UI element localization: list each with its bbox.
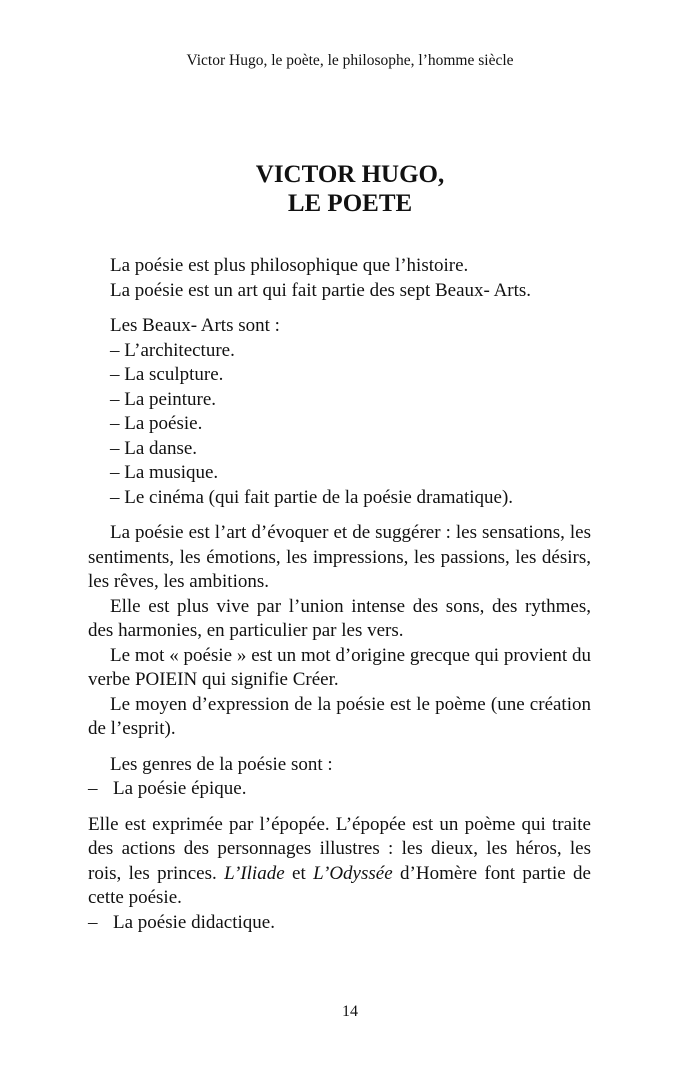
title-odyssee: L’Odyssée [313, 862, 393, 884]
epopee-text-2: et [284, 862, 314, 884]
dash-marker: – [88, 778, 98, 799]
title-iliade: L’Iliade [224, 862, 285, 884]
genre-epique-label: La poésie épique. [113, 778, 247, 799]
list-item: – La danse. [110, 437, 198, 459]
list-item: – La peinture. [110, 388, 217, 410]
genres-heading: Les genres de la poésie sont : [110, 753, 333, 775]
paragraph-art-evoquer: La poésie est l’art d’évoquer et de suggérer : les sensations, les sentiments, les émotions, les impressions, les passions, les désirs, les rêves, les ambitions. [88, 522, 591, 592]
paragraph-origine: Le mot « poésie » est un mot d’origine grecque qui provient du verbe POIEIN qui signifie Créer. [88, 644, 591, 690]
epopee-text-3: d’Homère font partie de cette poésie. [88, 862, 591, 908]
list-item: – L’architecture. [110, 339, 235, 361]
running-header: Victor Hugo, le poète, le philosophe, l’homme siècle [186, 52, 514, 69]
genre-didactique-label: La poésie didactique. [113, 911, 275, 933]
list-item: – La poésie. [110, 413, 203, 434]
paragraph-plus-vive: Elle est plus vive par l’union intense des sons, des rythmes, des harmonies, en particulier par les vers. [88, 595, 591, 641]
chapter-title-line-2: LE POETE [287, 190, 413, 217]
list-item: – La sculpture. [110, 364, 224, 385]
page-number: 14 [342, 1003, 358, 1020]
beaux-arts-heading: Les Beaux- Arts sont : [110, 315, 280, 336]
genre-didactique [88, 911, 591, 936]
dash-marker: – [88, 911, 98, 933]
chapter-title-line-1: VICTOR HUGO, [255, 161, 445, 188]
intro-line-2: La poésie est un art qui fait partie des sept Beaux- Arts. [110, 279, 532, 301]
genre-epique [88, 777, 591, 802]
epopee-text-1: Elle est exprimée par l’épopée. L’épopée est un poème qui traite des actions des personnages illustres : les dieux, les héros, les rois, les princes. [88, 813, 591, 884]
body-text [88, 254, 591, 935]
intro-line-1: La poésie est plus philosophique que l’histoire. [110, 255, 469, 276]
chapter-title [0, 160, 700, 218]
paragraph-moyen: Le moyen d’expression de la poésie est le poème (une création de l’esprit). [88, 693, 591, 739]
list-item: – La musique. [110, 462, 219, 483]
list-item: – Le cinéma (qui fait partie de la poésie dramatique). [110, 486, 514, 508]
paragraph-epopee [88, 813, 591, 911]
